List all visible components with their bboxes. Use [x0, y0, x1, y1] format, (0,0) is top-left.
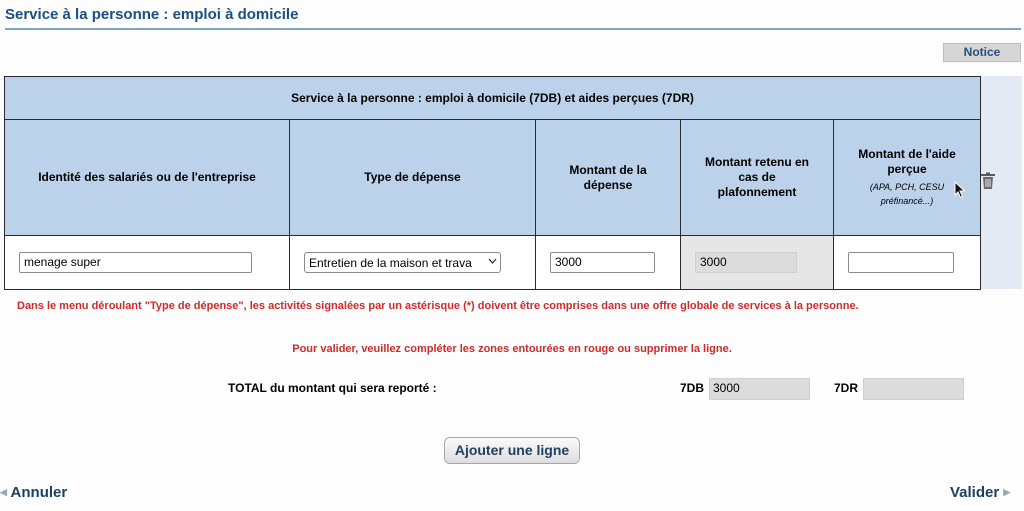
warning-menu-message: Dans le menu déroulant "Type de dépense", les activités signalées par un astérisque (*) doivent être comprises dans une offre globale de services à la personne.: [17, 300, 859, 312]
warning-validate-message: Pour valider, veuillez compléter les zones entourées en rouge ou supprimer la ligne.: [292, 343, 732, 355]
chevron-right-icon: ▶: [1003, 487, 1011, 497]
mouse-pointer-icon: [954, 181, 966, 199]
notice-button[interactable]: Notice: [943, 43, 1021, 62]
expense-type-value: Entretien de la maison et trava: [309, 256, 472, 270]
table-caption: Service à la personne : emploi à domicile (7DB) et aides perçues (7DR): [5, 77, 981, 120]
aid-input[interactable]: [848, 252, 954, 273]
chevron-left-icon: ◀: [0, 487, 7, 497]
cancel-button[interactable]: [0, 484, 67, 501]
column-header-aid: [834, 120, 981, 236]
expenses-table: [4, 76, 981, 290]
identity-input[interactable]: menage super: [19, 252, 252, 273]
expense-type-cell: [290, 236, 536, 290]
table-row: [5, 236, 981, 290]
expenses-table-panel: [4, 76, 1022, 289]
identity-cell: [5, 236, 290, 290]
amount-cell: [536, 236, 681, 290]
total-label: TOTAL du montant qui sera reporté :: [228, 381, 437, 395]
aid-cell: [834, 236, 981, 290]
column-header-identity: Identité des salariés ou de l'entreprise: [5, 120, 290, 236]
column-header-retained: Montant retenu en cas de plafonnement: [681, 120, 834, 236]
title-divider: [5, 28, 1021, 30]
code-7dr-label: 7DR: [834, 381, 859, 395]
column-header-expense-type: Type de dépense: [290, 120, 536, 236]
column-header-amount: Montant de la dépense: [536, 120, 681, 236]
retained-field: 3000: [695, 252, 797, 273]
expense-type-select[interactable]: [304, 252, 501, 273]
chevron-down-icon: [488, 255, 497, 270]
page-title: Service à la personne : emploi à domicile: [5, 6, 299, 23]
total-7db-field: 3000: [709, 378, 810, 400]
aid-header-label: Montant de l'aide perçue: [858, 147, 956, 176]
trash-icon[interactable]: [980, 172, 996, 190]
total-7dr-field: [863, 378, 964, 400]
code-7db-label: 7DB: [680, 381, 705, 395]
retained-cell: [681, 236, 834, 290]
add-line-button[interactable]: Ajouter une ligne: [444, 437, 580, 464]
validate-button[interactable]: [950, 484, 1010, 501]
cancel-label: Annuler: [10, 484, 68, 501]
validate-label: Valider: [950, 484, 1000, 501]
amount-input[interactable]: 3000: [550, 252, 655, 273]
aid-header-note: (APA, PCH, CESU préfinancé...): [869, 182, 945, 206]
